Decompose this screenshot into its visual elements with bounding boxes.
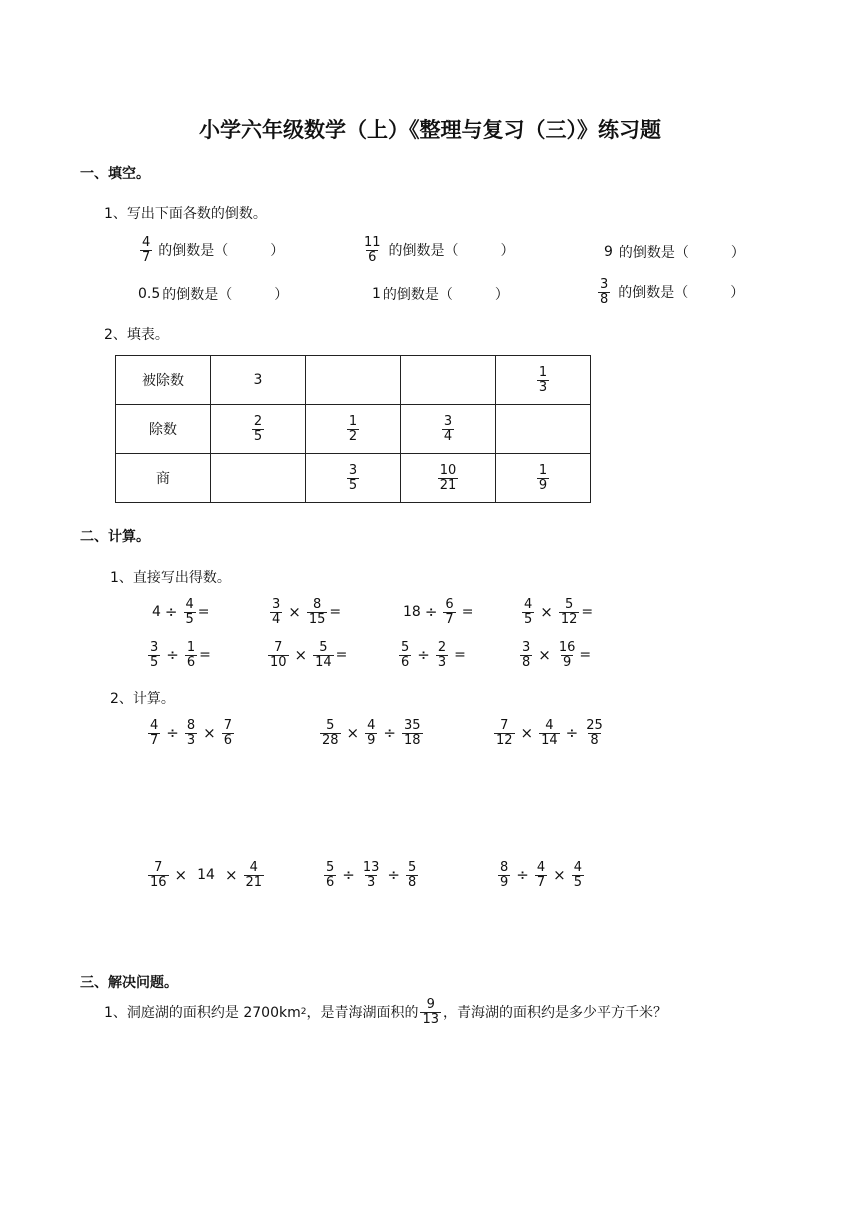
- section-fill-blanks: 一、填空。: [80, 166, 150, 182]
- operator: ÷: [166, 646, 179, 665]
- operator: ÷: [417, 646, 430, 665]
- denominator: 7: [536, 874, 546, 890]
- word-problem: [104, 998, 667, 1026]
- section-calculation: 二、计算。: [80, 529, 150, 545]
- denominator: 8: [600, 291, 609, 307]
- numerator: 5: [564, 597, 574, 612]
- equals-sign: =: [581, 604, 594, 621]
- numerator: 8: [186, 718, 196, 733]
- denominator: 3: [186, 732, 196, 748]
- numerator: 4: [185, 597, 194, 612]
- numerator: 5: [401, 640, 410, 655]
- table-row: [116, 356, 591, 405]
- reciprocal-suffix: 的倒数是（ ）: [618, 245, 745, 261]
- superscript: 2: [300, 1007, 307, 1018]
- question-calculate-label: 2、计算。: [110, 691, 175, 707]
- equals-sign: =: [197, 604, 210, 621]
- reciprocal-suffix: 的倒数是（ ）: [162, 287, 289, 303]
- denominator: 5: [573, 874, 582, 890]
- operator: ÷: [387, 866, 400, 885]
- numerator: 7: [274, 640, 283, 655]
- denominator: 5: [253, 428, 263, 444]
- table-cell: [211, 454, 306, 503]
- compound-expression: [146, 861, 266, 889]
- numerator: 6: [445, 597, 454, 612]
- numerator: 7: [223, 718, 232, 733]
- numerator: 4: [150, 718, 159, 733]
- section-problem-solving: 三、解决问题。: [80, 975, 178, 991]
- denominator: 3: [437, 654, 447, 670]
- operator: ×: [224, 866, 238, 885]
- numerator: 3: [348, 462, 358, 478]
- operator: ×: [294, 646, 308, 665]
- table-cell: [211, 405, 306, 454]
- number: 0.5: [138, 286, 161, 302]
- reciprocal-item: [596, 278, 744, 306]
- table-cell: [401, 356, 496, 405]
- equals-sign: =: [329, 604, 342, 621]
- operator: ÷: [424, 603, 438, 622]
- operator: ×: [174, 866, 188, 885]
- numerator: 5: [319, 640, 328, 655]
- number: 4: [152, 604, 161, 621]
- numerator: 35: [403, 718, 421, 733]
- numerator: 10: [439, 462, 457, 478]
- equals-sign: =: [199, 647, 211, 664]
- denominator: 5: [150, 654, 159, 670]
- operator: ×: [538, 646, 551, 665]
- operator: ÷: [164, 603, 178, 622]
- expression: [520, 598, 593, 626]
- equals-sign: =: [335, 647, 348, 664]
- numerator: 3: [600, 277, 609, 292]
- number: 14: [197, 867, 215, 884]
- table-cell: [401, 454, 496, 503]
- denominator: 28: [322, 732, 339, 748]
- denominator: 6: [186, 654, 196, 670]
- fraction: [140, 236, 152, 264]
- reciprocal-item: [372, 284, 509, 304]
- expression: [146, 641, 211, 669]
- denominator: 16: [150, 874, 167, 890]
- question-reciprocal-label: 1、写出下面各数的倒数。: [104, 206, 267, 222]
- numerator: 4: [142, 235, 151, 250]
- reciprocal-suffix: 的倒数是（ ）: [388, 243, 515, 260]
- compound-expression: [496, 861, 586, 889]
- denominator: 13: [422, 1011, 440, 1027]
- denominator: 9: [538, 477, 548, 493]
- reciprocal-item: [604, 242, 745, 262]
- reciprocal-suffix: 的倒数是（ ）: [158, 243, 285, 260]
- denominator: 15: [308, 611, 326, 627]
- operator: ×: [540, 603, 553, 622]
- table-cell: [306, 454, 401, 503]
- reciprocal-item: [138, 284, 288, 304]
- denominator: 2: [348, 428, 358, 444]
- expression: [403, 598, 473, 626]
- number: 1: [372, 286, 381, 302]
- denominator: 14: [541, 732, 558, 748]
- denominator: 9: [562, 654, 572, 670]
- operator: ×: [346, 724, 360, 743]
- numerator: 4: [367, 718, 376, 733]
- row-label: 被除数: [116, 356, 211, 405]
- expression: [397, 641, 466, 669]
- operator: ×: [288, 603, 301, 622]
- number: 18: [403, 604, 421, 621]
- numerator: 4: [524, 597, 533, 612]
- reciprocal-item: [138, 236, 284, 264]
- question-direct-answer-label: 1、直接写出得数。: [110, 570, 231, 586]
- denominator: 12: [560, 611, 578, 627]
- denominator: 6: [326, 874, 335, 890]
- denominator: 3: [538, 379, 548, 395]
- numerator: 4: [573, 860, 582, 875]
- numerator: 3: [522, 640, 531, 655]
- denominator: 3: [366, 874, 376, 890]
- denominator: 9: [367, 732, 376, 748]
- table-row: [116, 405, 591, 454]
- denominator: 5: [185, 611, 194, 627]
- denominator: 5: [524, 611, 533, 627]
- compound-expression: [146, 719, 236, 747]
- problem-text: ，是青海湖面积的: [306, 1005, 419, 1022]
- compound-expression: [492, 719, 607, 747]
- expression: [518, 641, 591, 669]
- compound-expression: [322, 861, 420, 889]
- numerator: 5: [326, 860, 335, 875]
- equals-sign: =: [454, 647, 466, 664]
- reciprocal-suffix: 的倒数是（ ）: [618, 285, 745, 302]
- fraction: [362, 236, 383, 264]
- denominator: 4: [272, 611, 281, 627]
- denominator: 9: [500, 874, 509, 890]
- numerator: 3: [150, 640, 159, 655]
- table-cell: [496, 405, 591, 454]
- numerator: 2: [253, 413, 263, 429]
- numerator: 7: [154, 860, 163, 875]
- denominator: 14: [315, 654, 332, 670]
- operator: ÷: [166, 724, 179, 743]
- denominator: 10: [270, 654, 287, 670]
- operator: ÷: [342, 866, 355, 885]
- reciprocal-suffix: 的倒数是（ ）: [382, 287, 509, 303]
- equals-sign: =: [579, 647, 592, 664]
- numerator: 1: [348, 413, 358, 429]
- denominator: 7: [445, 611, 454, 627]
- numerator: 9: [426, 997, 435, 1012]
- denominator: 18: [403, 732, 421, 748]
- denominator: 8: [590, 732, 599, 748]
- numerator: 4: [249, 860, 258, 875]
- table-cell: [401, 405, 496, 454]
- compound-expression: [318, 719, 425, 747]
- numerator: 4: [536, 860, 546, 875]
- division-table: [115, 355, 591, 503]
- numerator: 1: [538, 462, 548, 478]
- operator: ×: [203, 724, 216, 743]
- denominator: 7: [150, 732, 159, 748]
- denominator: 8: [522, 654, 531, 670]
- denominator: 4: [443, 428, 453, 444]
- expression: [152, 598, 210, 626]
- reciprocal-item: [360, 236, 515, 264]
- number: 9: [604, 244, 613, 260]
- table-cell: [306, 405, 401, 454]
- numerator: 8: [312, 597, 322, 612]
- row-label: 除数: [116, 405, 211, 454]
- numerator: 1: [538, 364, 548, 380]
- denominator: 12: [496, 732, 513, 748]
- numerator: 3: [443, 413, 453, 429]
- operator: ÷: [383, 724, 396, 743]
- fraction: [598, 278, 610, 306]
- operator: ×: [553, 866, 566, 885]
- numerator: 8: [500, 860, 509, 875]
- table-cell: [496, 356, 591, 405]
- denominator: 21: [439, 477, 457, 493]
- table-cell: [496, 454, 591, 503]
- denominator: 6: [223, 732, 232, 748]
- denominator: 5: [348, 477, 358, 493]
- numerator: 13: [362, 860, 380, 875]
- numerator: 25: [586, 718, 603, 733]
- problem-text: ，青海湖的面积约是多少平方千米？: [443, 1005, 668, 1022]
- table-cell: 3: [211, 356, 306, 405]
- operator: ÷: [565, 724, 579, 743]
- numerator: 4: [545, 718, 554, 733]
- operator: ×: [520, 724, 534, 743]
- problem-text: 1、洞庭湖的面积约是 2700km: [104, 1005, 301, 1022]
- operator: ÷: [516, 866, 529, 885]
- equals-sign: =: [461, 604, 474, 621]
- expression: [268, 598, 341, 626]
- row-label: 商: [116, 454, 211, 503]
- denominator: 8: [407, 874, 417, 890]
- numerator: 1: [186, 640, 196, 655]
- table-cell: [306, 356, 401, 405]
- denominator: 7: [142, 249, 151, 265]
- numerator: 2: [437, 640, 447, 655]
- numerator: 16: [558, 640, 576, 655]
- numerator: 5: [407, 860, 417, 875]
- denominator: 6: [368, 249, 377, 265]
- question-fill-table-label: 2、填表。: [104, 327, 169, 343]
- denominator: 6: [401, 654, 410, 670]
- page-title: 小学六年级数学（上）《整理与复习（三）》练习题: [199, 118, 661, 142]
- numerator: 11: [364, 235, 381, 250]
- numerator: 7: [500, 718, 509, 733]
- table-row: [116, 454, 591, 503]
- numerator: 5: [326, 718, 335, 733]
- denominator: 21: [245, 874, 263, 890]
- expression: [266, 641, 347, 669]
- numerator: 3: [272, 597, 281, 612]
